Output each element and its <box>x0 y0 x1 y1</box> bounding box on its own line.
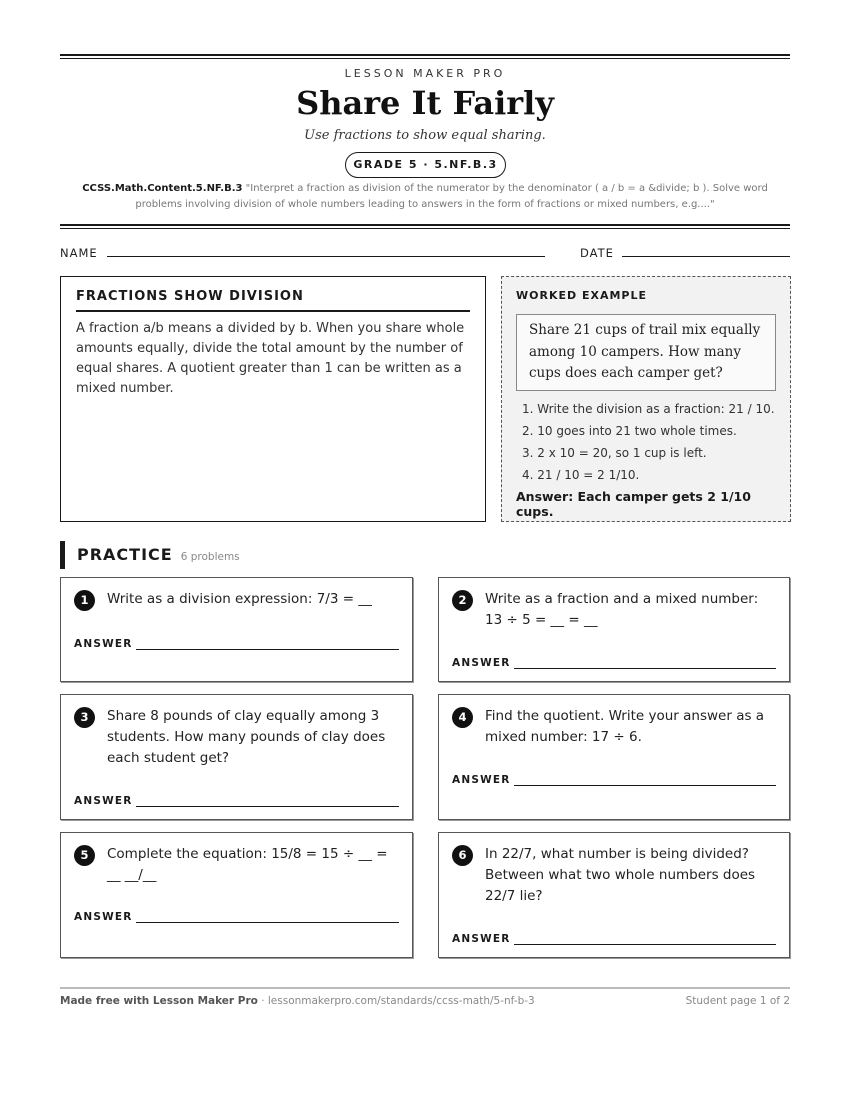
name-label: NAME <box>60 246 98 260</box>
footer-url[interactable]: · lessonmakerpro.com/standards/ccss-math/5-nf-b-3 <box>257 995 535 1007</box>
practice-title: PRACTICE <box>77 545 173 564</box>
problem-text: Share 8 pounds of clay equally among 3 students. How many pounds of clay does each student get? <box>107 708 386 766</box>
problem-number: 5 <box>74 845 95 866</box>
answer-row[interactable] <box>74 795 399 809</box>
top-double-rule <box>60 54 790 59</box>
grade-badge: GRADE 5 · 5.NF.B.3 <box>345 152 506 178</box>
worked-example-step: 4. 21 / 10 = 2 1/10. <box>522 467 640 482</box>
worksheet-title: Share It Fairly <box>296 84 554 122</box>
problem-text: In 22/7, what number is being divided? Between what two whole numbers does 22/7 lie? <box>485 846 756 904</box>
answer-line[interactable] <box>136 649 399 650</box>
answer-row[interactable] <box>74 638 399 652</box>
problem-card-4 <box>438 694 790 820</box>
worked-example-step: 2. 10 goes into 21 two whole times. <box>522 423 737 438</box>
answer-row[interactable] <box>452 774 776 788</box>
standard-text: "Interpret a fraction as division of the numerator by the denominator ( a / b = a &divide; b ). Solve word problems involving division of whole numbers leading to answers in the form of fractions or mixed numbers, e.g...." <box>135 183 768 210</box>
worked-example-label: WORKED EXAMPLE <box>516 289 647 302</box>
answer-line[interactable] <box>136 922 399 923</box>
header-bottom-rule <box>60 224 790 229</box>
answer-row[interactable] <box>74 911 399 925</box>
problem-card-1 <box>60 577 413 682</box>
problem-card-3 <box>60 694 413 820</box>
standard-code: CCSS.Math.Content.5.NF.B.3 <box>82 183 243 194</box>
practice-heading <box>60 541 240 569</box>
concept-body: A fraction a/b means a divided by b. When you share whole amounts equally, divide the total amount by the number of equal shares. A quotient greater than 1 can be written as a mixed number. <box>76 321 465 396</box>
problem-number: 2 <box>452 590 473 611</box>
answer-label: ANSWER <box>74 638 133 650</box>
answer-line[interactable] <box>514 944 776 945</box>
worksheet-subtitle: Use fractions to show equal sharing. <box>304 128 546 143</box>
footer-made-by: Made free with Lesson Maker Pro <box>60 995 258 1007</box>
worked-example-prompt: Share 21 cups of trail mix equally among 10 campers. How many cups does each camper get? <box>516 314 776 391</box>
name-line[interactable] <box>107 256 545 257</box>
problem-card-6 <box>438 832 790 958</box>
answer-label: ANSWER <box>74 795 133 807</box>
concept-box <box>60 276 486 522</box>
answer-row[interactable] <box>452 933 776 947</box>
worked-example-step: 3. 2 x 10 = 20, so 1 cup is left. <box>522 445 707 460</box>
brand-name: LESSON MAKER PRO <box>344 67 506 80</box>
worked-example-answer: Answer: Each camper gets 2 1/10 cups. <box>516 488 751 519</box>
footer-credit <box>60 995 535 1007</box>
worked-example-step: 1. Write the division as a fraction: 21 / 10. <box>522 401 775 416</box>
answer-line[interactable] <box>514 668 776 669</box>
answer-row[interactable] <box>452 657 776 671</box>
problem-number: 6 <box>452 845 473 866</box>
problem-card-2 <box>438 577 790 682</box>
answer-label: ANSWER <box>452 657 511 669</box>
answer-label: ANSWER <box>74 911 133 923</box>
page-indicator: Student page 1 of 2 <box>685 995 790 1007</box>
worked-example-steps <box>516 398 776 486</box>
problem-number: 1 <box>74 590 95 611</box>
answer-line[interactable] <box>514 785 776 786</box>
answer-label: ANSWER <box>452 774 511 786</box>
answer-line[interactable] <box>136 806 399 807</box>
problem-text: Write as a division expression: 7/3 = __ <box>107 591 372 607</box>
problem-number: 3 <box>74 707 95 728</box>
problem-text: Complete the equation: 15/8 = 15 ÷ __ = __ __/__ <box>107 846 388 883</box>
date-label: DATE <box>580 246 614 260</box>
problem-text: Write as a fraction and a mixed number: 13 ÷ 5 = __ = __ <box>485 591 759 628</box>
concept-title: FRACTIONS SHOW DIVISION <box>76 289 470 312</box>
worked-example-box <box>501 276 791 522</box>
problem-card-5 <box>60 832 413 958</box>
problem-number: 4 <box>452 707 473 728</box>
practice-count: 6 problems <box>180 551 240 563</box>
problem-text: Find the quotient. Write your answer as a mixed number: 17 ÷ 6. <box>485 708 765 745</box>
answer-label: ANSWER <box>452 933 511 945</box>
standard-description <box>60 181 790 213</box>
footer-rule <box>60 987 790 989</box>
date-line[interactable] <box>622 256 790 257</box>
